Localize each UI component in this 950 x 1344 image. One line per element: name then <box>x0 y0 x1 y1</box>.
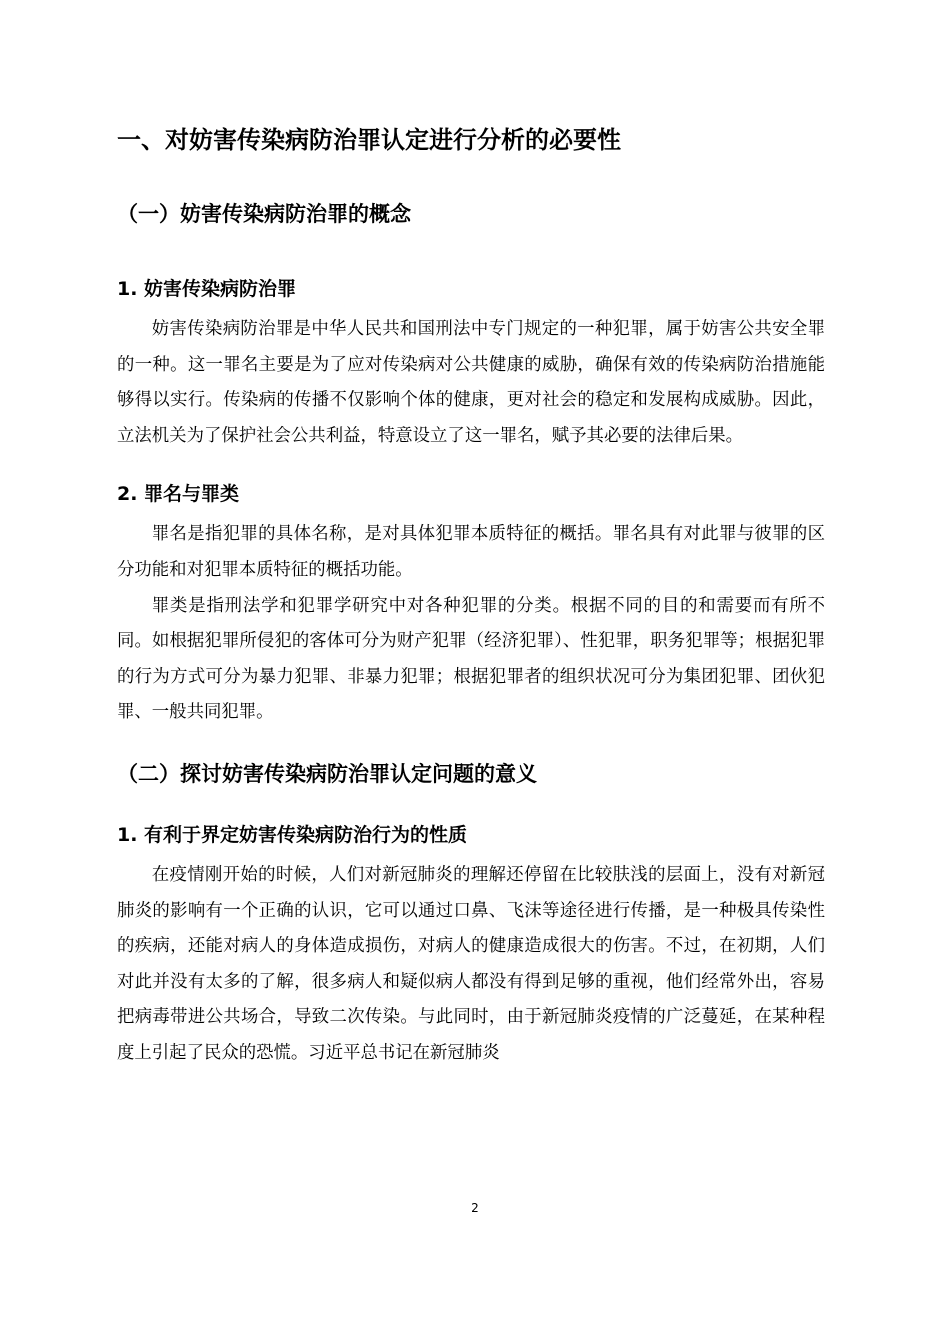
page-number: 2 <box>471 1201 479 1215</box>
paragraph-epidemic-background: 在疫情刚开始的时候，人们对新冠肺炎的理解还停留在比较肤浅的层面上，没有对新冠肺炎的影响有一个正确的认识，它可以通过口鼻、飞沫等途径进行传播，是一种极具传染性的疾病，还能对病人的身体造成损伤，对病人的健康造成很大的伤害。不过，在初期，人们对此并没有太多的了解，很多病人和疑似病人都没有得到足够的重视，他们经常外出，容易把病毒带进公共场合，导致二次传染。与此同时，由于新冠肺炎疫情的广泛蔓延，在某种程度上引起了民众的恐慌。习近平总书记在新冠肺炎 <box>117 864 825 1063</box>
item-heading-crime-name-category: 2. 罪名与罪类 <box>117 483 240 506</box>
document-body <box>117 122 825 1072</box>
section-title: 一、对妨害传染病防治罪认定进行分析的必要性 <box>117 126 621 154</box>
item-heading-nature: 1. 有利于界定妨害传染病防治行为的性质 <box>117 823 468 846</box>
paragraph-crime-name: 罪名是指犯罪的具体名称，是对具体犯罪本质特征的概括。罪名具有对此罪与彼罪的区分功能和对犯罪本质特征的概括功能。 <box>117 524 825 580</box>
paragraph-crime-definition: 妨害传染病防治罪是中华人民共和国刑法中专门规定的一种犯罪，属于妨害公共安全罪的一种。这一罪名主要是为了应对传染病对公共健康的威胁，确保有效的传染病防治措施能够得以实行。传染病的传播不仅影响个体的健康，更对社会的稳定和发展构成威胁。因此，立法机关为了保护社会公共利益，特意设立了这一罪名，赋予其必要的法律后果。 <box>117 319 825 446</box>
item-heading-crime: 1. 妨害传染病防治罪 <box>117 278 297 300</box>
subsection-title-significance: （二）探讨妨害传染病防治罪认定问题的意义 <box>117 761 537 786</box>
subsection-title-concept: （一）妨害传染病防治罪的概念 <box>117 202 411 226</box>
paragraph-crime-category: 罪类是指刑法学和犯罪学研究中对各种犯罪的分类。根据不同的目的和需要而有所不同。如根据犯罪所侵犯的客体可分为财产犯罪（经济犯罪）、性犯罪，职务犯罪等；根据犯罪的行为方式可分为暴力犯罪、非暴力犯罪；根据犯罪者的组织状况可分为集团犯罪、团伙犯罪、一般共同犯罪。 <box>117 595 825 723</box>
